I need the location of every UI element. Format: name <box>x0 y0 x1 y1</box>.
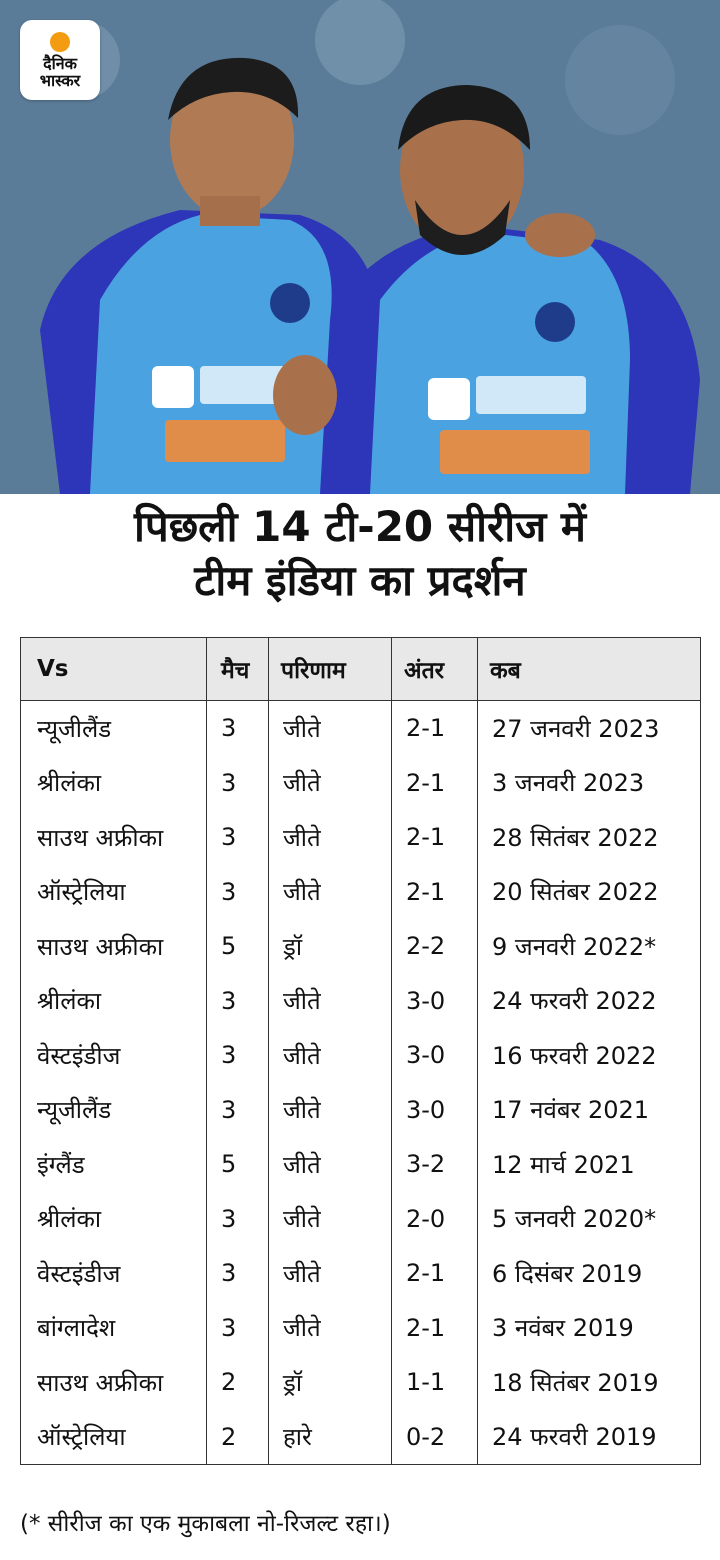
cell-opponent: वेस्टइंडीज <box>21 1246 207 1301</box>
cell-result: जीते <box>269 810 392 865</box>
header-opponent: Vs <box>21 638 207 701</box>
cell-matches: 2 <box>207 1410 269 1465</box>
cell-date: 24 फरवरी 2019 <box>478 1410 701 1465</box>
cell-date: 16 फरवरी 2022 <box>478 1028 701 1083</box>
cell-matches: 5 <box>207 1137 269 1192</box>
cell-matches: 2 <box>207 1355 269 1410</box>
cell-result: जीते <box>269 1301 392 1356</box>
cell-opponent: श्रीलंका <box>21 974 207 1029</box>
table-row <box>21 756 701 811</box>
cell-opponent: न्यूजीलैंड <box>21 701 207 756</box>
cell-date: 28 सितंबर 2022 <box>478 810 701 865</box>
cell-opponent: न्यूजीलैंड <box>21 1083 207 1138</box>
cell-margin: 3-2 <box>392 1137 478 1192</box>
header-matches: मैच <box>207 638 269 701</box>
cell-opponent: ऑस्ट्रेलिया <box>21 865 207 920</box>
cell-matches: 3 <box>207 1246 269 1301</box>
cell-matches: 3 <box>207 865 269 920</box>
cell-opponent: ऑस्ट्रेलिया <box>21 1410 207 1465</box>
cell-result: जीते <box>269 974 392 1029</box>
table-row <box>21 1137 701 1192</box>
cell-date: 27 जनवरी 2023 <box>478 701 701 756</box>
series-table <box>20 637 701 1465</box>
dainik-bhaskar-logo: दैनिक भास्कर <box>20 20 100 100</box>
cell-margin: 2-1 <box>392 701 478 756</box>
cell-date: 18 सितंबर 2019 <box>478 1355 701 1410</box>
players-illustration <box>0 0 720 494</box>
cell-margin: 1-1 <box>392 1355 478 1410</box>
table-row <box>21 919 701 974</box>
table-row <box>21 1301 701 1356</box>
cell-margin: 2-0 <box>392 1192 478 1247</box>
table-row <box>21 701 701 756</box>
cell-matches: 3 <box>207 701 269 756</box>
cell-result: जीते <box>269 1083 392 1138</box>
cell-result: जीते <box>269 1192 392 1247</box>
cell-margin: 2-1 <box>392 865 478 920</box>
cell-result: ड्रॉ <box>269 919 392 974</box>
cell-matches: 3 <box>207 1028 269 1083</box>
cell-matches: 3 <box>207 974 269 1029</box>
cell-opponent: बांग्लादेश <box>21 1301 207 1356</box>
cell-margin: 0-2 <box>392 1410 478 1465</box>
cell-result: ड्रॉ <box>269 1355 392 1410</box>
cell-result: जीते <box>269 1028 392 1083</box>
hero-photo <box>0 0 720 494</box>
footnote: (* सीरीज का एक मुकाबला नो-रिजल्ट रहा।) <box>20 1511 391 1537</box>
table-row <box>21 1410 701 1465</box>
cell-margin: 2-1 <box>392 756 478 811</box>
cell-result: जीते <box>269 1137 392 1192</box>
cell-margin: 2-2 <box>392 919 478 974</box>
table-row <box>21 974 701 1029</box>
table-row <box>21 810 701 865</box>
table-row <box>21 1246 701 1301</box>
cell-result: जीते <box>269 756 392 811</box>
title-line-2: टीम इंडिया का प्रदर्शन <box>194 556 526 605</box>
cell-date: 9 जनवरी 2022* <box>478 919 701 974</box>
header-date: कब <box>478 638 701 701</box>
cell-matches: 3 <box>207 810 269 865</box>
header-margin: अंतर <box>392 638 478 701</box>
cell-margin: 2-1 <box>392 810 478 865</box>
cell-opponent: वेस्टइंडीज <box>21 1028 207 1083</box>
cell-matches: 3 <box>207 1083 269 1138</box>
cell-result: हारे <box>269 1410 392 1465</box>
cell-margin: 3-0 <box>392 1028 478 1083</box>
table-row <box>21 1083 701 1138</box>
cell-margin: 3-0 <box>392 1083 478 1138</box>
cell-date: 24 फरवरी 2022 <box>478 974 701 1029</box>
table-row <box>21 865 701 920</box>
cell-date: 3 जनवरी 2023 <box>478 756 701 811</box>
cell-result: जीते <box>269 1246 392 1301</box>
cell-opponent: इंग्लैंड <box>21 1137 207 1192</box>
cell-opponent: साउथ अफ्रीका <box>21 810 207 865</box>
cell-date: 6 दिसंबर 2019 <box>478 1246 701 1301</box>
cell-date: 20 सितंबर 2022 <box>478 865 701 920</box>
cell-matches: 3 <box>207 1192 269 1247</box>
cell-opponent: श्रीलंका <box>21 756 207 811</box>
cell-date: 17 नवंबर 2021 <box>478 1083 701 1138</box>
cell-matches: 3 <box>207 756 269 811</box>
cell-opponent: साउथ अफ्रीका <box>21 1355 207 1410</box>
page-title <box>0 500 720 608</box>
table-header-row <box>21 638 701 701</box>
cell-result: जीते <box>269 865 392 920</box>
table-row <box>21 1028 701 1083</box>
cell-date: 5 जनवरी 2020* <box>478 1192 701 1247</box>
cell-matches: 5 <box>207 919 269 974</box>
cell-margin: 3-0 <box>392 974 478 1029</box>
cell-date: 12 मार्च 2021 <box>478 1137 701 1192</box>
cell-opponent: श्रीलंका <box>21 1192 207 1247</box>
title-line-1: पिछली 14 टी-20 सीरीज में <box>134 502 586 551</box>
cell-date: 3 नवंबर 2019 <box>478 1301 701 1356</box>
table-row <box>21 1192 701 1247</box>
table-row <box>21 1355 701 1410</box>
cell-opponent: साउथ अफ्रीका <box>21 919 207 974</box>
header-result: परिणाम <box>269 638 392 701</box>
cell-margin: 2-1 <box>392 1301 478 1356</box>
cell-result: जीते <box>269 701 392 756</box>
cell-matches: 3 <box>207 1301 269 1356</box>
sun-icon <box>50 32 70 52</box>
cell-margin: 2-1 <box>392 1246 478 1301</box>
